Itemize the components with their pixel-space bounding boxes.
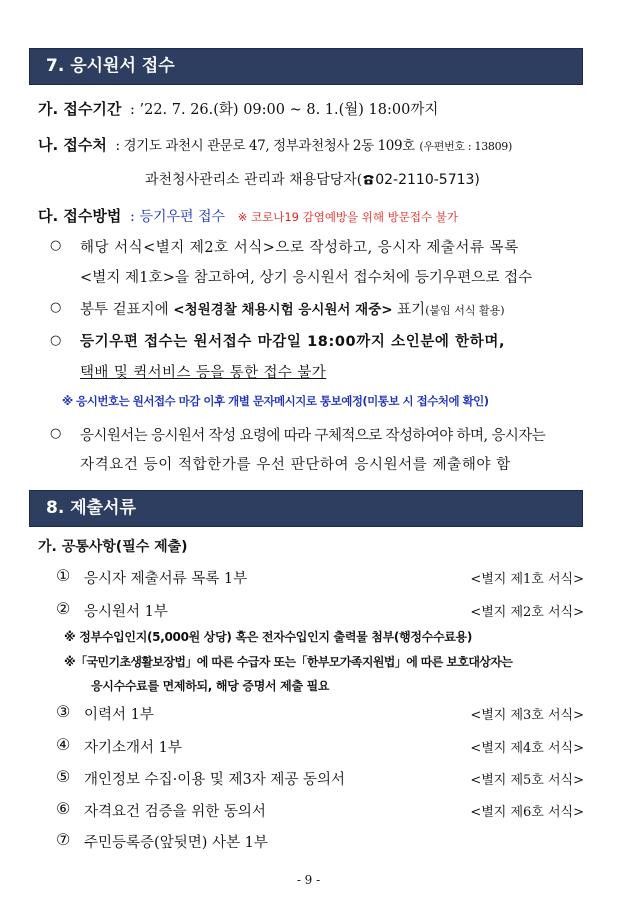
reception-place-address: : 경기도 과천시 관문로 47, 정부과천청사 2동 109호 bbox=[115, 138, 415, 154]
bullet-icon: ○ bbox=[50, 426, 62, 441]
bullet-1-line-2: <별지 제1호>을 참고하여, 상기 응시원서 접수처에 등기우편으로 접수 bbox=[80, 270, 533, 286]
document-item bbox=[56, 767, 584, 791]
document-item bbox=[56, 566, 584, 590]
item-number: ③ bbox=[56, 702, 71, 721]
item-text: 주민등록증(앞뒷면) 사본 1부 bbox=[84, 835, 268, 851]
reception-office: 과천청사관리소 관리과 채용담당자( bbox=[145, 172, 363, 188]
bullet-3-line-1: 등기우편 접수는 원서접수 마감일 18:00까지 소인분에 한하며, bbox=[80, 334, 506, 350]
item-number: ⑥ bbox=[56, 799, 71, 818]
reception-period-row bbox=[38, 98, 438, 119]
bullet-icon: ○ bbox=[50, 300, 62, 315]
document-item bbox=[56, 599, 584, 623]
bullet-4-line-1: 응시원서는 응시원서 작성 요령에 따라 구체적으로 작성하여야 하며, 응시자는 bbox=[80, 428, 546, 444]
bullet-icon: ○ bbox=[50, 238, 62, 253]
bullet-2-pre: 봉투 겉표지에 bbox=[80, 302, 169, 318]
reception-place-row bbox=[38, 134, 512, 155]
bullet-2 bbox=[80, 298, 505, 319]
reception-method-value: 등기우편 접수 bbox=[139, 209, 226, 225]
document-item bbox=[56, 702, 584, 726]
reception-phone: 02-2110-5713) bbox=[375, 172, 480, 188]
fee-exemption-note-line-2: 응시수수료를 면제하되, 해당 증명서 제출 필요 bbox=[91, 679, 330, 693]
reception-place-label: 나. 접수처 bbox=[38, 136, 107, 154]
item-form: <별지 제5호 서식> bbox=[470, 773, 584, 788]
fee-exemption-note: ※「국민기초생활보장법」에 따른 수급자 또는「한부모가족지원법」에 따른 보호대상자는 bbox=[64, 655, 513, 669]
applicant-number-notice: ※ 응시번호는 원서접수 마감 이후 개별 문자메시지로 통보예정(미통보 시 접수처에 확인) bbox=[62, 394, 489, 408]
bullet-3-line-2: 택배 및 퀵서비스 등을 통한 접수 불가 bbox=[80, 365, 327, 381]
item-number: ④ bbox=[56, 735, 71, 754]
revenue-stamp-note: ※ 정부수입인지(5,000원 상당) 혹은 전자수입인지 출력물 첨부(행정수수료용) bbox=[64, 630, 473, 644]
item-form: <별지 제1호 서식> bbox=[470, 572, 584, 587]
common-requirements-title: 가. 공통사항(필수 제출) bbox=[38, 539, 188, 555]
covid-warning: ※ 코로나19 감염예방을 위해 방문접수 불가 bbox=[237, 210, 458, 224]
reception-period-value: : ’22. 7. 26.(화) 09:00 ~ 8. 1.(월) 18:00까지 bbox=[129, 102, 439, 118]
item-form: <별지 제4호 서식> bbox=[470, 741, 584, 756]
reception-office-row bbox=[145, 169, 480, 189]
bullet-4-line-2: 자격요건 등이 적합한가를 우선 판단하여 응시원서를 제출해야 함 bbox=[80, 457, 511, 473]
item-text: 자격요건 검증을 위한 동의서 bbox=[84, 804, 266, 820]
reception-method-row bbox=[38, 205, 458, 226]
item-form: <별지 제6호 서식> bbox=[470, 805, 584, 820]
item-number: ① bbox=[56, 566, 71, 585]
item-form: <별지 제3호 서식> bbox=[470, 708, 584, 723]
bullet-1-line-1: 해당 서식<별지 제2호 서식>으로 작성하고, 응시자 제출서류 목록 bbox=[80, 240, 519, 256]
section-8-header: 8. 제출서류 bbox=[29, 490, 583, 527]
item-number: ⑦ bbox=[56, 830, 71, 849]
item-text: 응시자 제출서류 목록 1부 bbox=[84, 571, 248, 587]
bullet-2-bold: <청원경찰 채용시험 응시원서 재중> bbox=[173, 302, 393, 318]
reception-period-label: 가. 접수기간 bbox=[38, 100, 122, 118]
reception-place-postcode: (우편번호 : 13809) bbox=[419, 140, 513, 153]
reception-method-label: 다. 접수방법 bbox=[38, 207, 122, 225]
bullet-2-post: 표기 bbox=[397, 302, 426, 318]
document-item bbox=[56, 830, 584, 854]
telephone-icon bbox=[362, 174, 375, 185]
document-item bbox=[56, 735, 584, 759]
item-text: 응시원서 1부 bbox=[84, 604, 168, 620]
page-number: - 9 - bbox=[296, 873, 321, 887]
item-form: <별지 제2호 서식> bbox=[470, 605, 584, 620]
section-7-header: 7. 응시원서 접수 bbox=[29, 48, 583, 85]
item-number: ② bbox=[56, 599, 71, 618]
item-number: ⑤ bbox=[56, 767, 71, 786]
bullet-icon: ○ bbox=[50, 333, 62, 348]
item-text: 개인정보 수집·이용 및 제3자 제공 동의서 bbox=[84, 772, 345, 788]
bullet-2-small: (붙임 서식 활용) bbox=[425, 304, 505, 317]
document-item bbox=[56, 799, 584, 823]
item-text: 자기소개서 1부 bbox=[84, 740, 182, 756]
reception-method-colon: : bbox=[129, 209, 135, 225]
item-text: 이력서 1부 bbox=[84, 707, 154, 723]
